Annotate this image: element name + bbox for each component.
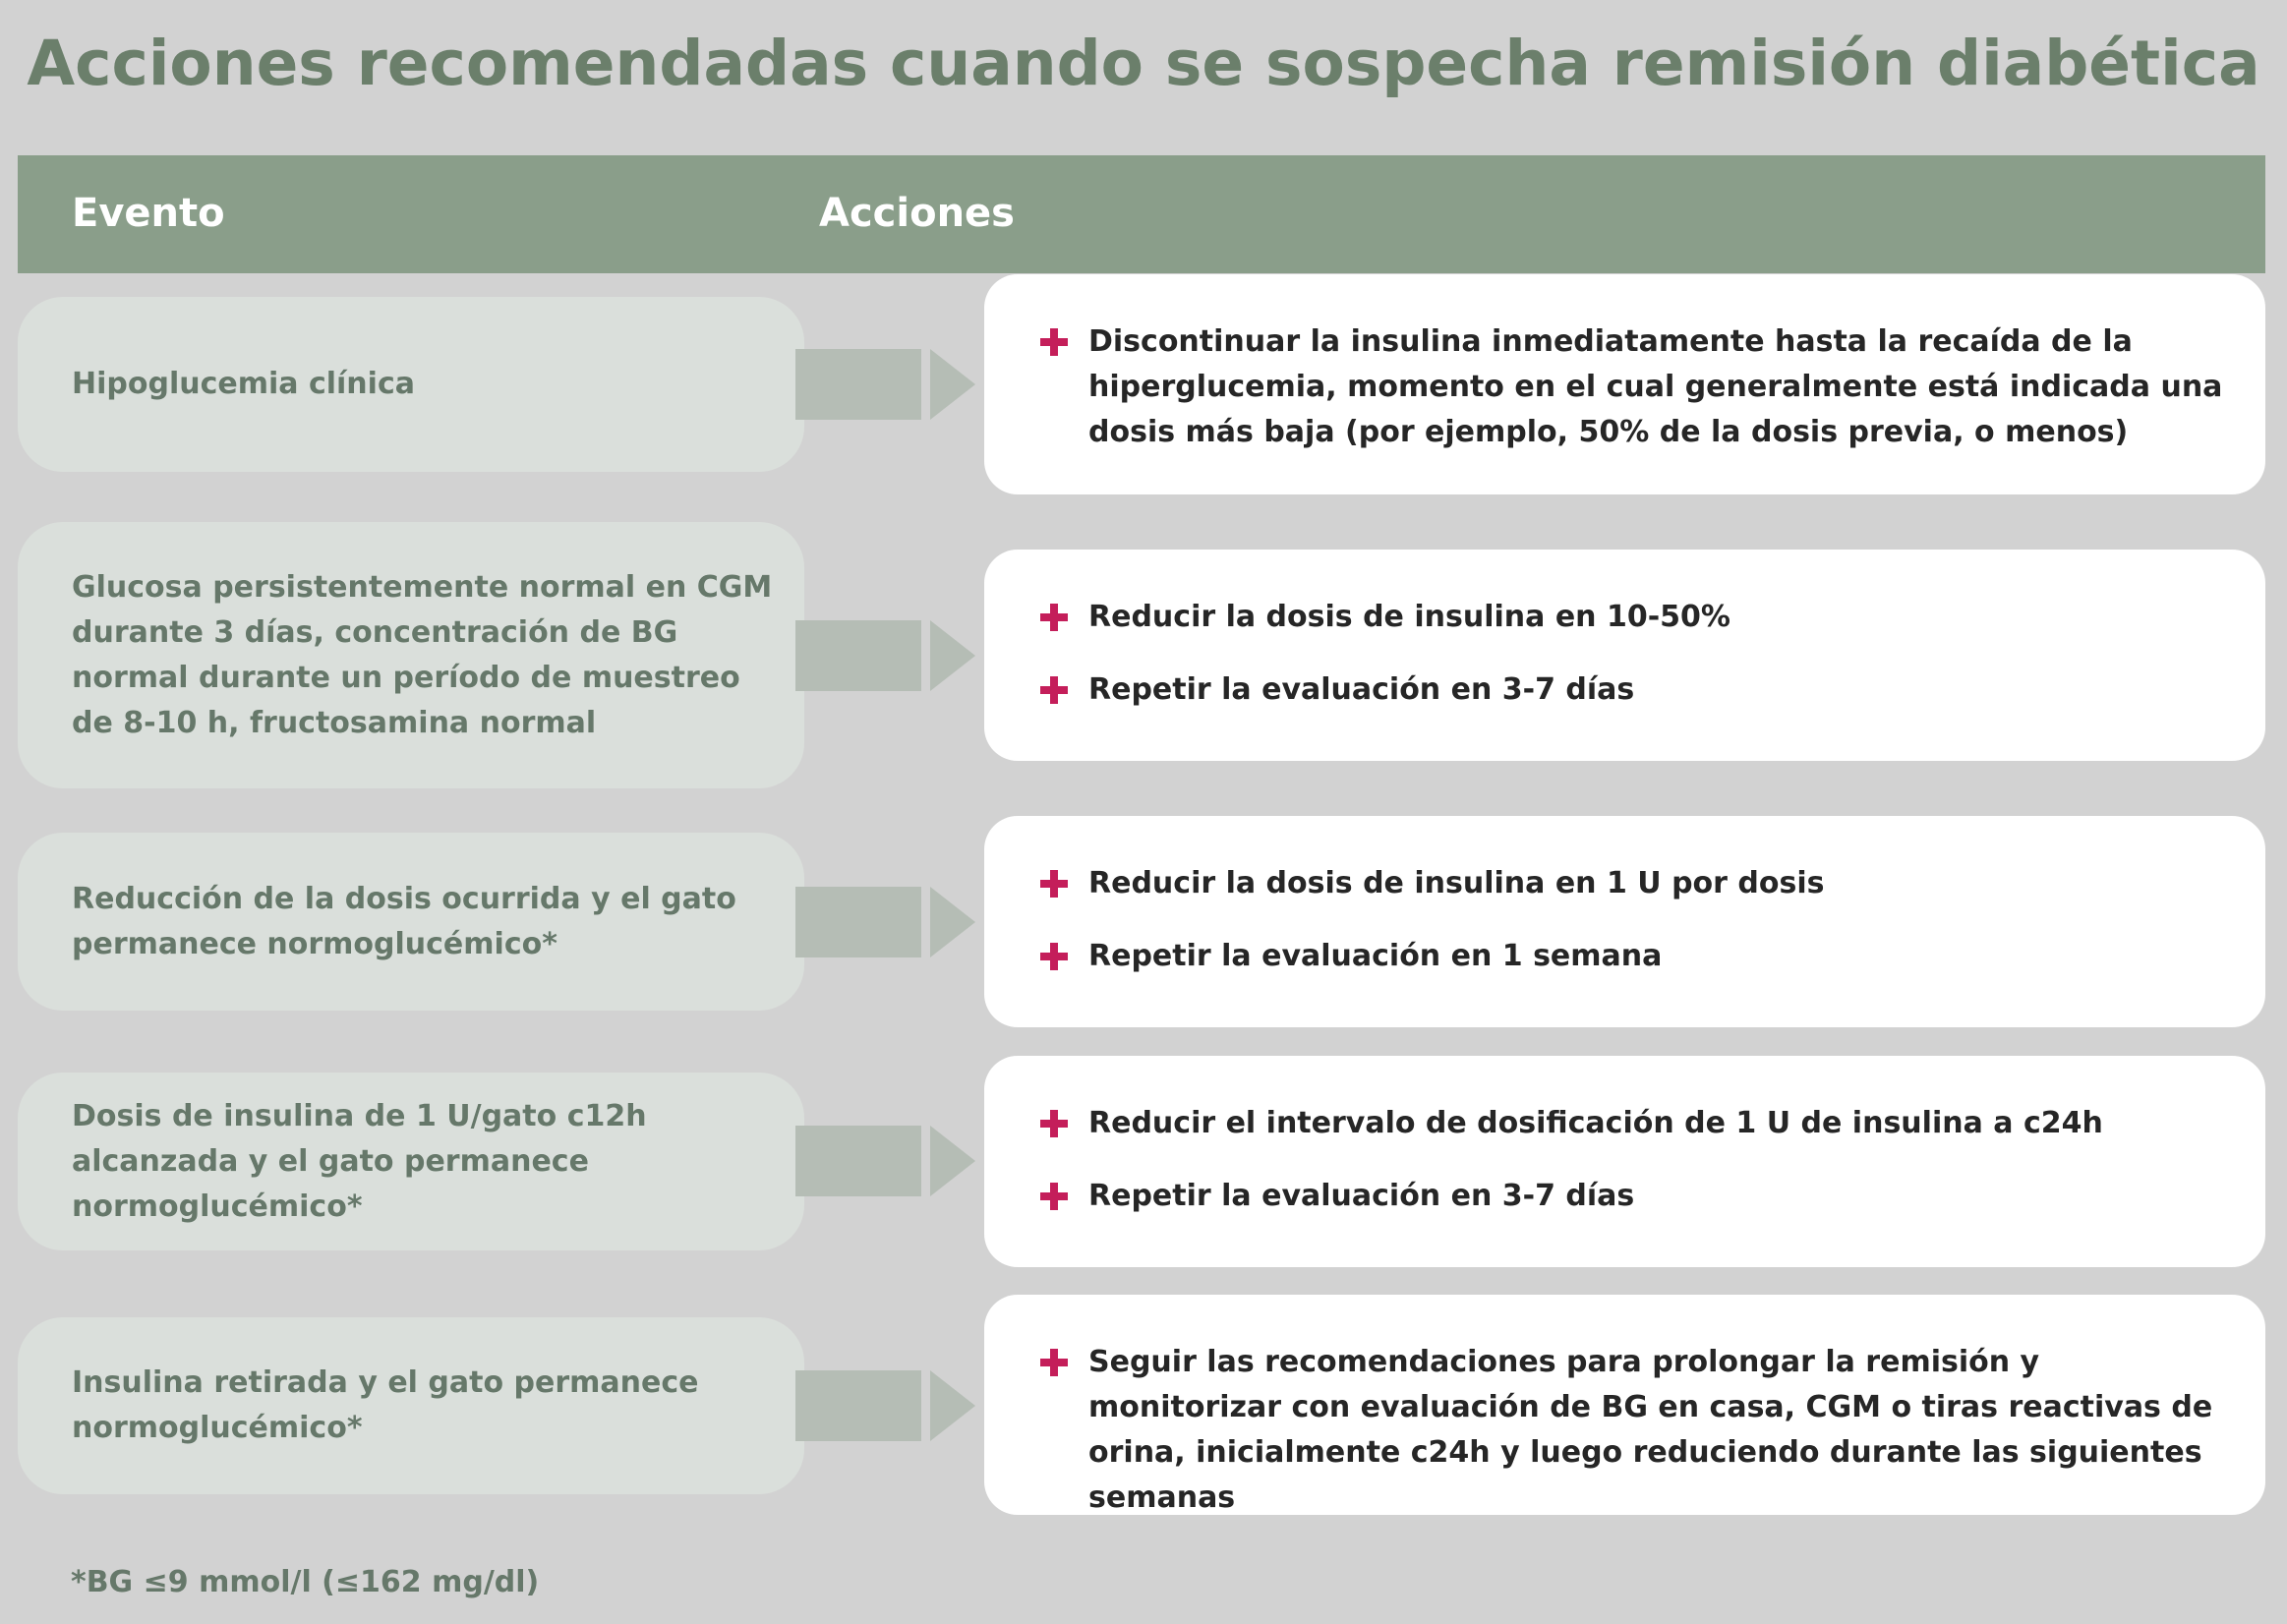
action-text: Reducir la dosis de insulina en 10-50% [1088,600,1730,634]
action-text: Repetir la evaluación en 3-7 días [1088,672,1635,707]
event-text: Glucosa persistentemente normal en CGM durante 3 días, concentración de BG normal durante un período de muestreo de 8-10 h, fructosamina normal [72,569,773,740]
action-text: Seguir las recomendaciones para prolongar la remisión y monitorizar con evaluación de BG en casa, CGM o tiras reactivas de orina, inicialmente c24h y luego reduciendo durante las siguientes semanas [1088,1345,2213,1515]
action-text: Reducir la dosis de insulina en 1 U por dosis [1088,866,1825,900]
event-text: Insulina retirada y el gato permanece normoglucémico* [72,1365,699,1445]
page-title: Acciones recomendadas cuando se sospecha remisión diabética [27,28,2260,99]
plus-icon [1039,1101,1069,1146]
event-text: Reducción de la dosis ocurrida y el gato permanece normoglucémico* [72,881,736,961]
plus-icon [1039,861,1069,906]
arrow-icon [795,1126,975,1196]
action-box-reduccion-dosis [984,816,2265,1027]
plus-icon [1039,319,1069,365]
event-text: Hipoglucemia clínica [72,367,415,401]
footnote: *BG ≤9 mmol/l (≤162 mg/dl) [71,1565,540,1599]
action-box-glucosa-normal [984,550,2265,761]
action-box-hipoglucemia [984,274,2265,494]
action-item [1039,934,2226,979]
arrow-icon [795,620,975,691]
action-item [1039,595,2226,640]
table-header [18,155,2265,273]
event-box-dosis-1u [18,1073,804,1250]
plus-icon [1039,934,1069,979]
action-item [1039,667,2226,713]
arrow-icon [795,1370,975,1441]
action-item [1039,861,2226,906]
action-text: Discontinuar la insulina inmediatamente hasta la recaída de la hiperglucemia, momento en el cual generalmente está indicada una dosis más baja (por ejemplo, 50% de la dosis previa, o menos) [1088,324,2223,449]
plus-icon [1039,1174,1069,1219]
plus-icon [1039,1340,1069,1385]
action-item [1039,1174,2226,1219]
plus-icon [1039,667,1069,713]
event-text: Dosis de insulina de 1 U/gato c12h alcanzada y el gato permanece normoglucémico* [72,1098,647,1224]
action-box-insulina-retirada [984,1295,2265,1515]
action-text: Repetir la evaluación en 3-7 días [1088,1179,1635,1213]
event-box-glucosa-normal [18,522,804,788]
action-box-dosis-1u [984,1056,2265,1267]
action-text: Repetir la evaluación en 1 semana [1088,939,1663,973]
event-box-insulina-retirada [18,1317,804,1494]
arrow-icon [795,349,975,420]
action-text: Reducir el intervalo de dosificación de 1 U de insulina a c24h [1088,1106,2103,1140]
action-item [1039,1101,2226,1146]
event-box-hipoglucemia [18,297,804,472]
header-evento: Evento [72,191,225,236]
event-box-reduccion-dosis [18,833,804,1011]
action-item [1039,319,2226,455]
header-acciones: Acciones [819,191,1015,236]
plus-icon [1039,595,1069,640]
arrow-icon [795,887,975,957]
action-item [1039,1340,2226,1521]
